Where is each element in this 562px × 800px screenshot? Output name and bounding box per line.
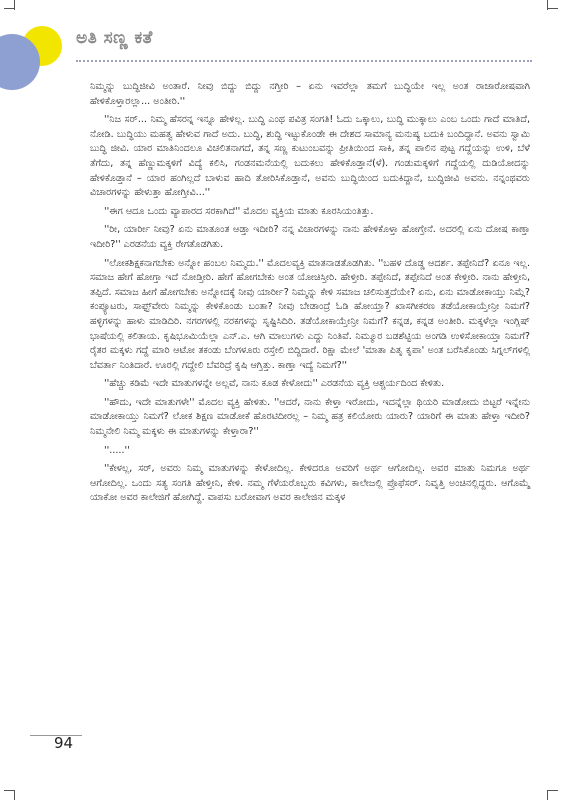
crop-mark [547,790,548,800]
paragraph: ''.....'' [104,444,130,456]
paragraph: ''ನಿಜ ಸರ್... ನಿಮ್ಮ ಹೆಸರನ್ನ ಇನ್ನೂ ಹೇಳಿಲ್ಲ. ಬುದ್ಧಿ ಎಂಥ ಪವಿತ್ರ ಸಂಗತಿ! ಓದು ಒಕ್ಕಾಲು, ಬುದ್ಧಿ ಮುಕ್ಕಾಲು ಎಂಬ ಒಂದು ಗಾದೆ ಮಾತಿದೆ, ನೋಡಿ. ಬುದ್ಧಿಯು ಮಹತ್ವ ಹೇಳುವ ಗಾದೆ ಅದು. ಬುದ್ಧಿ, ಶುದ್ಧಿ ಇಟ್ಟುಕೊಂಡೇ ಈ ದೇಶದ ಸಾಮಾನ್ಯ ಮನುಷ್ಯ ಬದುಕಿ ಬಂದಿದ್ದಾನೆ. ಅವನು ಸ್ವಾಮಿ ಬುದ್ಧಿ ಜೀವಿ. ಯಾರ ಮಾತಿನಿಂದಲೂ ವಿಚಲಿತನಾಗದೆ, ತನ್ನ ಸಣ್ಣ ಕುಟುಂಬವನ್ನು ಪ್ರೀತಿಯಿಂದ ಸಾಕಿ, ತನ್ನ ಪಾಲಿನ ಪುಟ್ಟ ಗದ್ದೆಯನ್ನು ಉಳಿ, ಬೆಳೆ ತೆಗೆದು, ತನ್ನ ಹೆಣ್ಣುಮಕ್ಕಳಿಗೆ ವಿದ್ಯೆ ಕಲಿಸಿ, ಗಂಡನಮನೆಯಲ್ಲಿ ಬದುಕಲು ಹೇಳಿಕೊಡ್ತಾನೆ(ಳೆ). ಗಂಡುಮಕ್ಕಳಿಗೆ ಗದ್ದೆಯಲ್ಲಿ ದುಡಿಯೋದನ್ನು ಹೇಳಿಕೊಡ್ತಾನೆ – ಯಾರ ಹಂಗಿಲ್ಲದೆ ಬಾಳುವ ಹಾದಿ ತೋರಿಸಿಕೊಡ್ತಾನೆ, ಅವನು ಬುದ್ಧಿಯಿಂದ ಬದುಕಿದ್ದಾನೆ, ಬುದ್ಧಿಜೀವಿ ಅವನು. ನನ್ನಂಥವರು ವಿಚಾರಗಳನ್ನು ಹೇಳುತ್ತಾ ಹೋಗ್ತೀವಿ...'' [90,114,530,199]
crop-mark [14,790,15,800]
crop-mark [4,790,14,791]
section-title: ಅತಿ ಸಣ್ಣ ಕತೆ [76,28,153,48]
paragraph: ನಿಮ್ಮನ್ನು ಬುದ್ಧಿಜೀವಿ ಅಂತಾರೆ. ನೀವು ಬಿದ್ದು ಬಿದ್ದು ನಗ್ತೀರಿ – ಏನು ಇವರೆಲ್ಲಾ ತಮಗೆ ಬುದ್ಧಿಯೇ ಇಲ್ಲ ಅಂತ ರಾಜಾರೋಷವಾಗಿ ಹೇಳಿಕೊಳ್ತಾರಲ್ಲಾ... ಅಂತೀರಿ.'' [90,81,530,107]
paragraph: ''ಈಗ ಆದೂ ಒಂದು ವ್ಯಾಪಾರದ ಸರಕಾಗಿದೆ'' ಮೊದಲ ವ್ಯಕ್ತಿಯ ಮಾತು ಕೂರಸಿಯಂತಿತ್ತು. [104,205,374,217]
paragraph: ''ರೀ, ಯಾರ್ರೀ ನೀವು? ಏನು ಮಾತೂಂತ ಆಡ್ತಾ ಇದೀರಿ? ನನ್ನ ವಿಚಾರಗಳನ್ನು ನಾನು ಹೇಳಿಕೊಳ್ತಾ ಹೋಗ್ತೇನೆ. ಅದರಲ್ಲಿ ಏನು ದೋಷ ಕಾಣ್ತಾ ಇದೀರಿ?'' ಎರಡನೆಯ ವ್ಯಕ್ತಿ ರೇಗತೊಡಗಿತು. [90,224,530,250]
page-number: 94 [54,734,74,752]
paragraph: ''ಹೆಚ್ಚು ಕಡಿಮೆ ಇದೇ ಮಾತುಗಳನ್ನೇ ಅಲ್ಲವೆ, ನಾನು ಕೂಡ ಕೇಳೋದು'' ಎರಡನೆಯ ವ್ಯಕ್ತಿ ಆಶ್ಚರ್ಯದಿಂದ ಕೇಳಿತು. [104,378,445,390]
paragraph: ''ಕೇಳಲ್ಲ, ಸರ್, ಅವರು ನಿಮ್ಮ ಮಾತುಗಳನ್ನು ಕೇಳೋದಿಲ್ಲ. ಕೇಳಿದರೂ ಅವರಿಗೆ ಅರ್ಥ ಆಗೋದಿಲ್ಲ. ಅವರ ಮಾತು ನಿಮಗೂ ಅರ್ಥ ಆಗೋದಿಲ್ಲ. ಒಂದು ಸತ್ಯ ಸಂಗತಿ ಹೇಳ್ತೀನಿ, ಕೇಳಿ. ನಮ್ಮ ಗೆಳೆಯರೊಬ್ಬರು ಕವಿಗಳು, ಕಾಲೇಜಲ್ಲಿ ಪ್ರೊಫೆಸರ್. ನಿವೃತ್ತಿ ಅಂಚಿನಲ್ಲಿದ್ದರು. ಆಗೊಮ್ಮೆ ಯಾಕೋ ಅವರ ಕಾಲೇಜಿಗೆ ಹೋಗಿದ್ದೆ. ವಾಪಸು ಬರೋವಾಗ ಅವರ ಕಾಲೇಜಿನ ಮಕ್ಕಳ [90,463,530,504]
body-text [90,80,530,510]
title-dotted-rule [76,60,532,62]
crop-mark [4,8,14,9]
paragraph: ''ಹೌದು, ಇದೇ ಮಾತುಗಳೇ'' ಮೊದಲ ವ್ಯಕ್ತಿ ಹೇಳಿತು. ''ಆದರೆ, ನಾನು ಕೇಳ್ತಾ ಇರೋದು, ಇದನ್ನೆಲ್ಲಾ ಥಿಯರಿ ಮಾಡೋದು ಬಿಟ್ಟರೆ ಇನ್ನೇನು ಮಾಡೋಕಾಯ್ತು ನಿಮಗೆ? ಲೋಕ ಶಿಕ್ಷಣ ಮಾಡೋಕೆ ಹೊರಟಿದೀರಲ್ಲ – ನಿಮ್ಮ ಹತ್ರ ಕಲಿಯೋರು ಯಾರು? ಯಾರಿಗೆ ಈ ಮಾತು ಹೇಳ್ತಾ ಇದೀರಿ? ನಿಮ್ಮನೇಲಿ ನಿಮ್ಮ ಮಕ್ಕಳು ಈ ಮಾತುಗಳನ್ನು ಕೇಳ್ತಾರಾ?'' [90,396,530,438]
crop-mark [547,0,548,10]
crop-mark [548,790,558,791]
paragraph: ''ಲೋಕಶಿಕ್ಷಕನಾಗಬೇಕು ಅನ್ನೋ ಹಂಬಲ ನಿಮ್ಮದು.'' ಮೊದಲವ್ಯಕ್ತಿ ಮಾತನಾಡತೊಡಗಿತು. ''ಬಹಳ ದೊಡ್ಡ ಆದರ್ಶ. ತಪ್ಪೇನಿದೆ? ಏನೂ ಇಲ್ಲ. ಸಮಾಜ ಹೇಗೆ ಹೋಗ್ತಾ ಇದೆ ನೋಡ್ತೀರಿ. ಹೇಗೆ ಹೋಗಬೇಕು ಅಂತ ಯೋಚಿಸ್ತೀರಿ. ಹೇಳ್ತೀರಿ. ತಪ್ಪೇನಿದೆ, ತಪ್ಪೇನಿದೆ ಅಂತ ಕೇಳ್ತೀರಿ. ನಾನು ಹೇಳ್ತೀನಿ, ತಪ್ಪಿದೆ. ಸಮಾಜ ಹೀಗೆ ಹೋಗಬೇಕು ಅನ್ನೋದಕ್ಕೆ ನೀವು ಯಾರ್ರೀ? ನಿಮ್ಮನ್ನು ಕೇಳಿ ಸಮಾಜ ಚಲಿಸುತ್ತದೆಯೇ? ಏನು, ಏನು ಮಾಡೋಕಾಯ್ತು ನಿಮ್ಗೆ? ಕಂಪ್ಯೂಟರು, ಸಾಫ್ಟ್‌ವೇರು ನಿಮ್ಮನ್ನು ಕೇಳಿಕೊಂಡು ಬಂತಾ? ನೀವು ಬೇಡಾಂದ್ರೆ ಓಡಿ ಹೋಯ್ತಾ? ಖಾಸಗೀಕರಣ ತಡೆಯೋಕಾಯ್ತೇನ್ರೀ ನಿಮಗೆ? ಹಳ್ಳಿಗಳನ್ನು ಹಾಳು ಮಾಡಿದಿರಿ. ನಗರಗಳಲ್ಲಿ ನರಕಗಳನ್ನು ಸೃಷ್ಟಿಸಿದಿರಿ. ತಡೆಯೋಕಾಯ್ತೇನ್ರೀ ನಿಮಗೆ? ಕನ್ನಡ, ಕನ್ನಡ ಅಂತೀರಿ. ಮಕ್ಕಳೆಲ್ಲಾ ಇಂಗ್ಲಿಷ್ ಭಾಷೆಯಲ್ಲಿ ಕಲಿತಾಯ. ಕೃಷಿಭೂಮಿಯೆಲ್ಲಾ ಎನ್.ಎ. ಆಗಿ ಮಾಲುಗಳು ಎದ್ದು ನಿಂತಿವೆ. ನಿಮ್ಮೂರ ಬಡಶೆಟ್ಟಿಯ ಅಂಗಡಿ ಉಳಿಸೋಕಾಯ್ತಾ ನಿಮಗೆ? ರೈತರ ಮಕ್ಕಳು ಗದ್ದೆ ಮಾರಿ ಆಟೋ ತಕಂಡು ಬೆಂಗಳೂರು ರಸ್ತೇಲಿ ಬಿದ್ದಿದಾರೆ. ರಿಕ್ಷಾ ಮೇಲೆ 'ಮಾತಾ ಪಿತೃ ಕೃಪಾ' ಅಂತ ಬರೆಸಿಕೊಂಡು ಸಿಗ್ನಲ್‌ಗಳಲ್ಲಿ ಬೆವರ್ತಾ ನಿಂತಿದಾರೆ. ಊರಲ್ಲಿ ಗದ್ದೇಲಿ ಬೆವರಿದ್ರೆ ಕೃಷಿ ಆಗ್ತಿತ್ತು. ಕಾಣ್ತಾ ಇದ್ಯೆ ನಿಮಗೆ?'' [90,257,530,371]
crop-mark [548,8,558,9]
crop-mark [14,0,15,10]
